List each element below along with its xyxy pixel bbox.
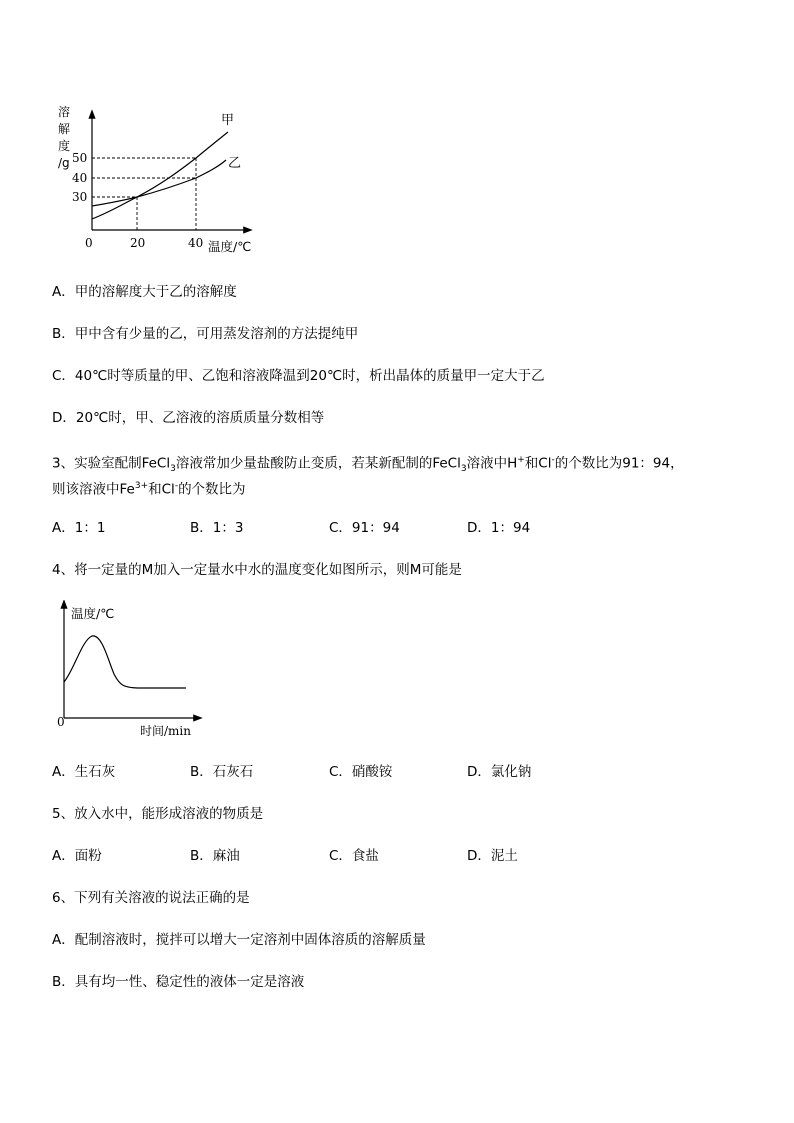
q5-option-a: A．面粉 xyxy=(52,848,102,864)
q5-stem: 5、放入水中，能形成溶液的物质是 xyxy=(52,806,264,822)
y-label-4: /g xyxy=(58,156,70,170)
q2-option-c: C．40℃时等质量的甲、乙饱和溶液降温到20℃时，析出晶体的质量甲一定大于乙 xyxy=(52,368,545,384)
q3-option-b: B．1：3 xyxy=(190,520,244,536)
y-label-3: 度 xyxy=(58,139,71,153)
q3-option-c: C．91：94 xyxy=(329,520,400,536)
q5-option-c: C．食盐 xyxy=(329,848,379,864)
series-label-yi: 乙 xyxy=(228,156,242,171)
y-tick-40: 40 xyxy=(72,171,88,185)
q3-stem-line1: 3、实验室配制FeCl$_3$溶液常加少量盐酸防止变质，若某新配制的FeCl$_3$溶液中H+和Cl-的个数比为91：94， xyxy=(52,455,684,475)
q4-option-d: D．氯化钠 xyxy=(467,764,532,780)
y-label: 温度/℃ xyxy=(71,606,115,621)
origin-label: 0 xyxy=(85,236,93,250)
x-label: 温度/℃ xyxy=(208,239,252,254)
q3-option-a: A．1：1 xyxy=(52,520,106,536)
solubility-chart xyxy=(50,100,260,260)
q4-stem: 4、将一定量的M加入一定量水中水的温度变化如图所示，则M可能是 xyxy=(52,562,462,578)
q4-option-a: A．生石灰 xyxy=(52,764,116,780)
q5-option-d: D．泥土 xyxy=(467,848,518,864)
series-label-jia: 甲 xyxy=(221,113,235,128)
q2-option-a: A．甲的溶解度大于乙的溶解度 xyxy=(52,284,237,300)
q6-stem: 6、下列有关溶液的说法正确的是 xyxy=(52,890,250,906)
q6-option-b: B．具有均一性、稳定性的液体一定是溶液 xyxy=(52,974,305,990)
y-label-1: 溶 xyxy=(58,105,71,119)
origin-label: 0 xyxy=(57,715,65,729)
q6-option-a: A．配制溶液时，搅拌可以增大一定溶剂中固体溶质的溶解质量 xyxy=(52,932,426,948)
q2-option-b: B．甲中含有少量的乙，可用蒸发溶剂的方法提纯甲 xyxy=(52,326,359,342)
q2-option-d: D．20℃时，甲、乙溶液的溶质质量分数相等 xyxy=(52,410,325,426)
q5-option-b: B．麻油 xyxy=(190,848,240,864)
q4-option-c: C．硝酸铵 xyxy=(329,764,393,780)
q3-stem-line2: 则该溶液中$Fe^{3+}$和Cl-的个数比为 xyxy=(52,481,246,498)
q4-option-b: B．石灰石 xyxy=(190,764,254,780)
curve-jia xyxy=(92,132,228,219)
y-tick-30: 30 xyxy=(72,190,88,204)
q3-option-d: D．1：94 xyxy=(467,520,531,536)
curve-yi xyxy=(92,160,226,206)
x-tick-20: 20 xyxy=(130,236,146,250)
temperature-curve xyxy=(64,636,186,688)
y-label-2: 解 xyxy=(58,122,71,136)
x-label: 时间/min xyxy=(140,724,191,738)
temperature-chart xyxy=(52,600,212,740)
x-tick-40: 40 xyxy=(188,236,204,250)
y-tick-50: 50 xyxy=(72,151,88,165)
